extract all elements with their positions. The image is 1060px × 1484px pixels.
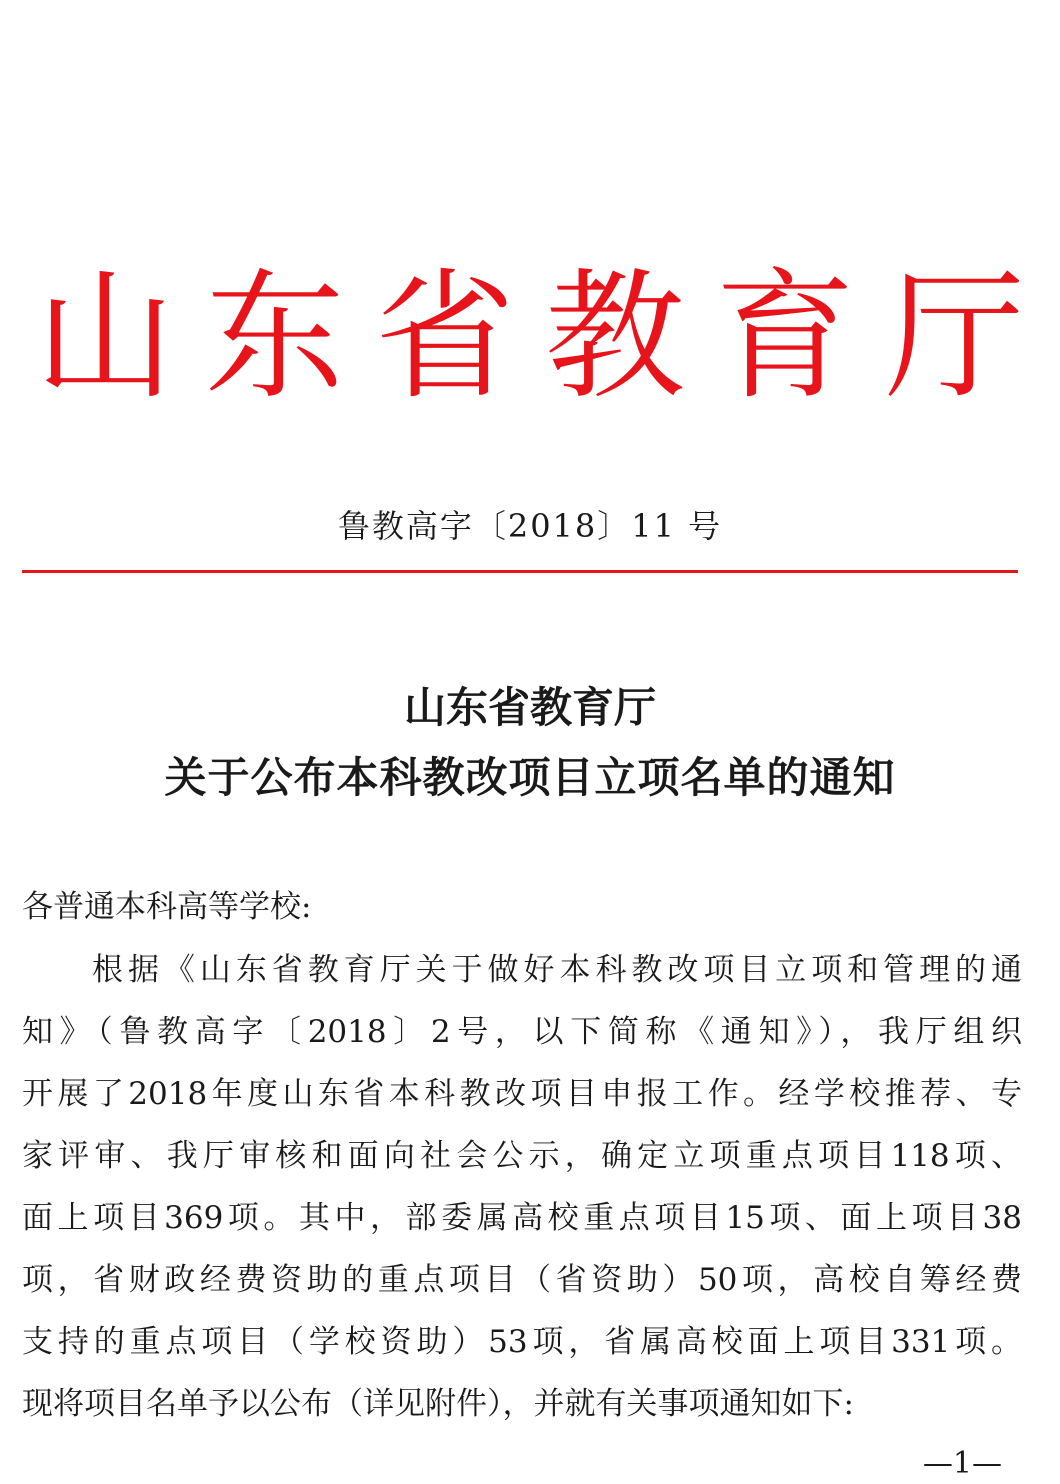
paragraph-line: 知》（鲁教高字〔2018〕2号，以下简称《通知》），我厅组织: [22, 1014, 1022, 1050]
issuer-masthead: 山东省教育厅: [34, 256, 1055, 419]
paragraph-line: 支持的重点项目（学校资助）53项，省属高校面上项目331项。: [22, 1324, 1022, 1360]
paragraph-line: 面上项目369项。其中，部委属高校重点项目15项、面上项目38: [22, 1200, 1022, 1236]
salutation: 各普通本科高等学校:: [22, 889, 312, 925]
paragraph-line: 家评审、我厅审核和面向社会公示，确定立项重点项目118项、: [22, 1138, 1022, 1174]
paragraph-line: 根据《山东省教育厅关于做好本科教改项目立项和管理的通: [92, 952, 1022, 988]
paragraph-line: 开展了2018年度山东省本科教改项目申报工作。经学校推荐、专: [22, 1076, 1022, 1112]
body-paragraph: [22, 942, 1022, 1438]
paragraph-line: 现将项目名单予以公布（详见附件），并就有关事项通知如下:: [22, 1386, 854, 1422]
document-title-line-2: 关于公布本科教改项目立项名单的通知: [164, 753, 896, 802]
document-number: 鲁教高字〔2018〕11 号: [337, 507, 723, 545]
red-divider-line: [22, 570, 1018, 573]
document-title-line-1: 山东省教育厅: [403, 683, 656, 732]
page-number: —1—: [922, 1446, 1002, 1481]
paragraph-line: 项，省财政经费资助的重点项目（省资助）50项，高校自筹经费: [22, 1262, 1022, 1298]
